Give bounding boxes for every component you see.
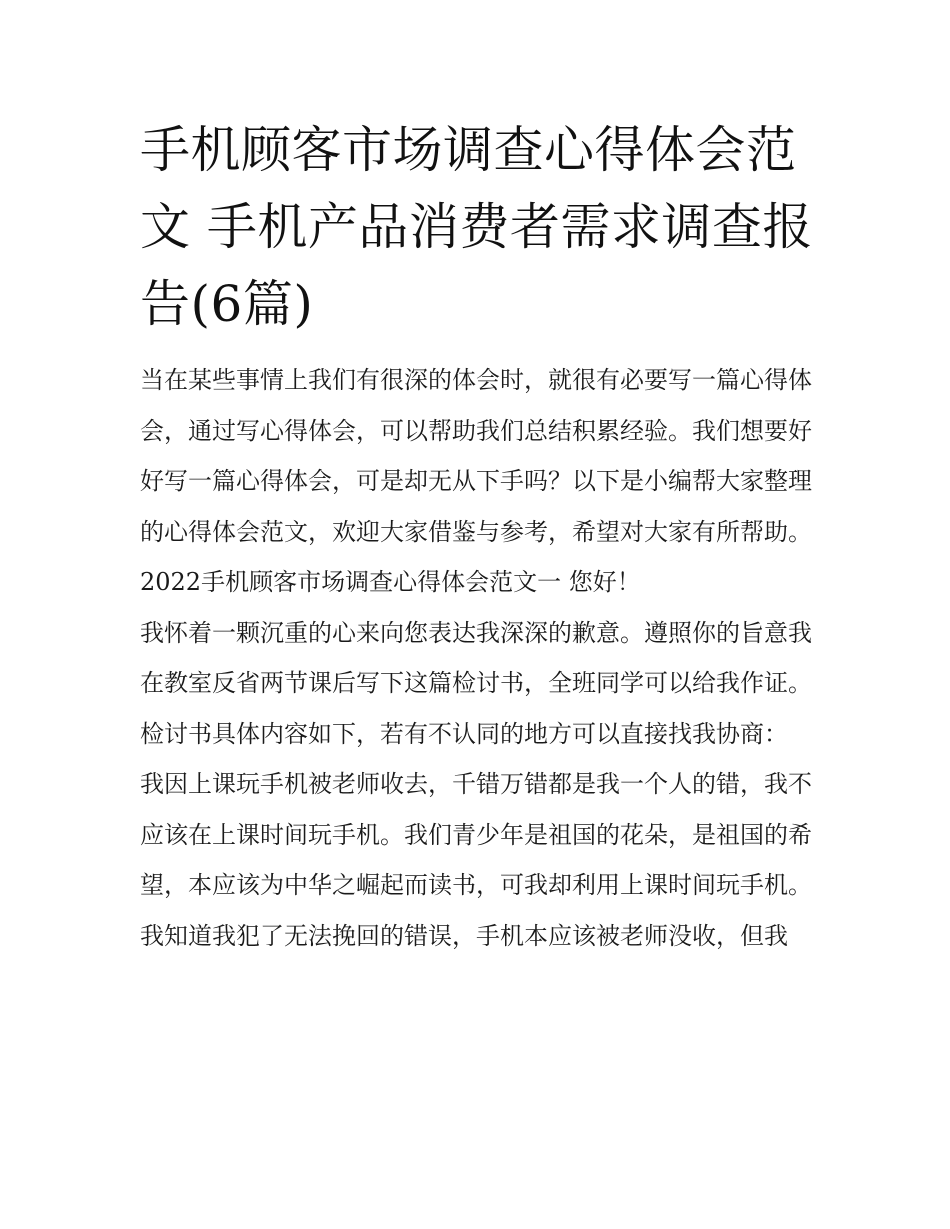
paragraph-heading-1: 2022手机顾客市场调查心得体会范文一 您好！ — [140, 568, 641, 596]
paragraph-apology: 我怀着一颗沉重的心来向您表达我深深的歉意。遵照你的旨意我在教室反省两节课后写下这篇检讨书，全班同学可以给我作证。检讨书具体内容如下，若有不认同的地方可以直接找我协商： — [140, 618, 812, 748]
paragraph-intro: 当在某些事情上我们有很深的体会时，就很有必要写一篇心得体会，通过写心得体会，可以帮助我们总结积累经验。我们想要好好写一篇心得体会，可是却无从下手吗？以下是小编帮大家整理的心得体会范文，欢迎大家借鉴与参考，希望对大家有所帮助。 — [140, 366, 812, 546]
paragraph-mistake: 我因上课玩手机被老师收去，千错万错都是我一个人的错，我不应该在上课时间玩手机。我们青少年是祖国的花朵，是祖国的希望，本应该为中华之崛起而读书，可我却利用上课时间玩手机。 — [140, 770, 812, 899]
document-title: 手机顾客市场调查心得体会范文 手机产品消费者需求调查报告(6篇) — [140, 121, 813, 333]
document-body — [140, 355, 815, 961]
paragraph-continue: 我知道我犯了无法挽回的错误，手机本应该被老师没收，但我 — [140, 921, 788, 950]
